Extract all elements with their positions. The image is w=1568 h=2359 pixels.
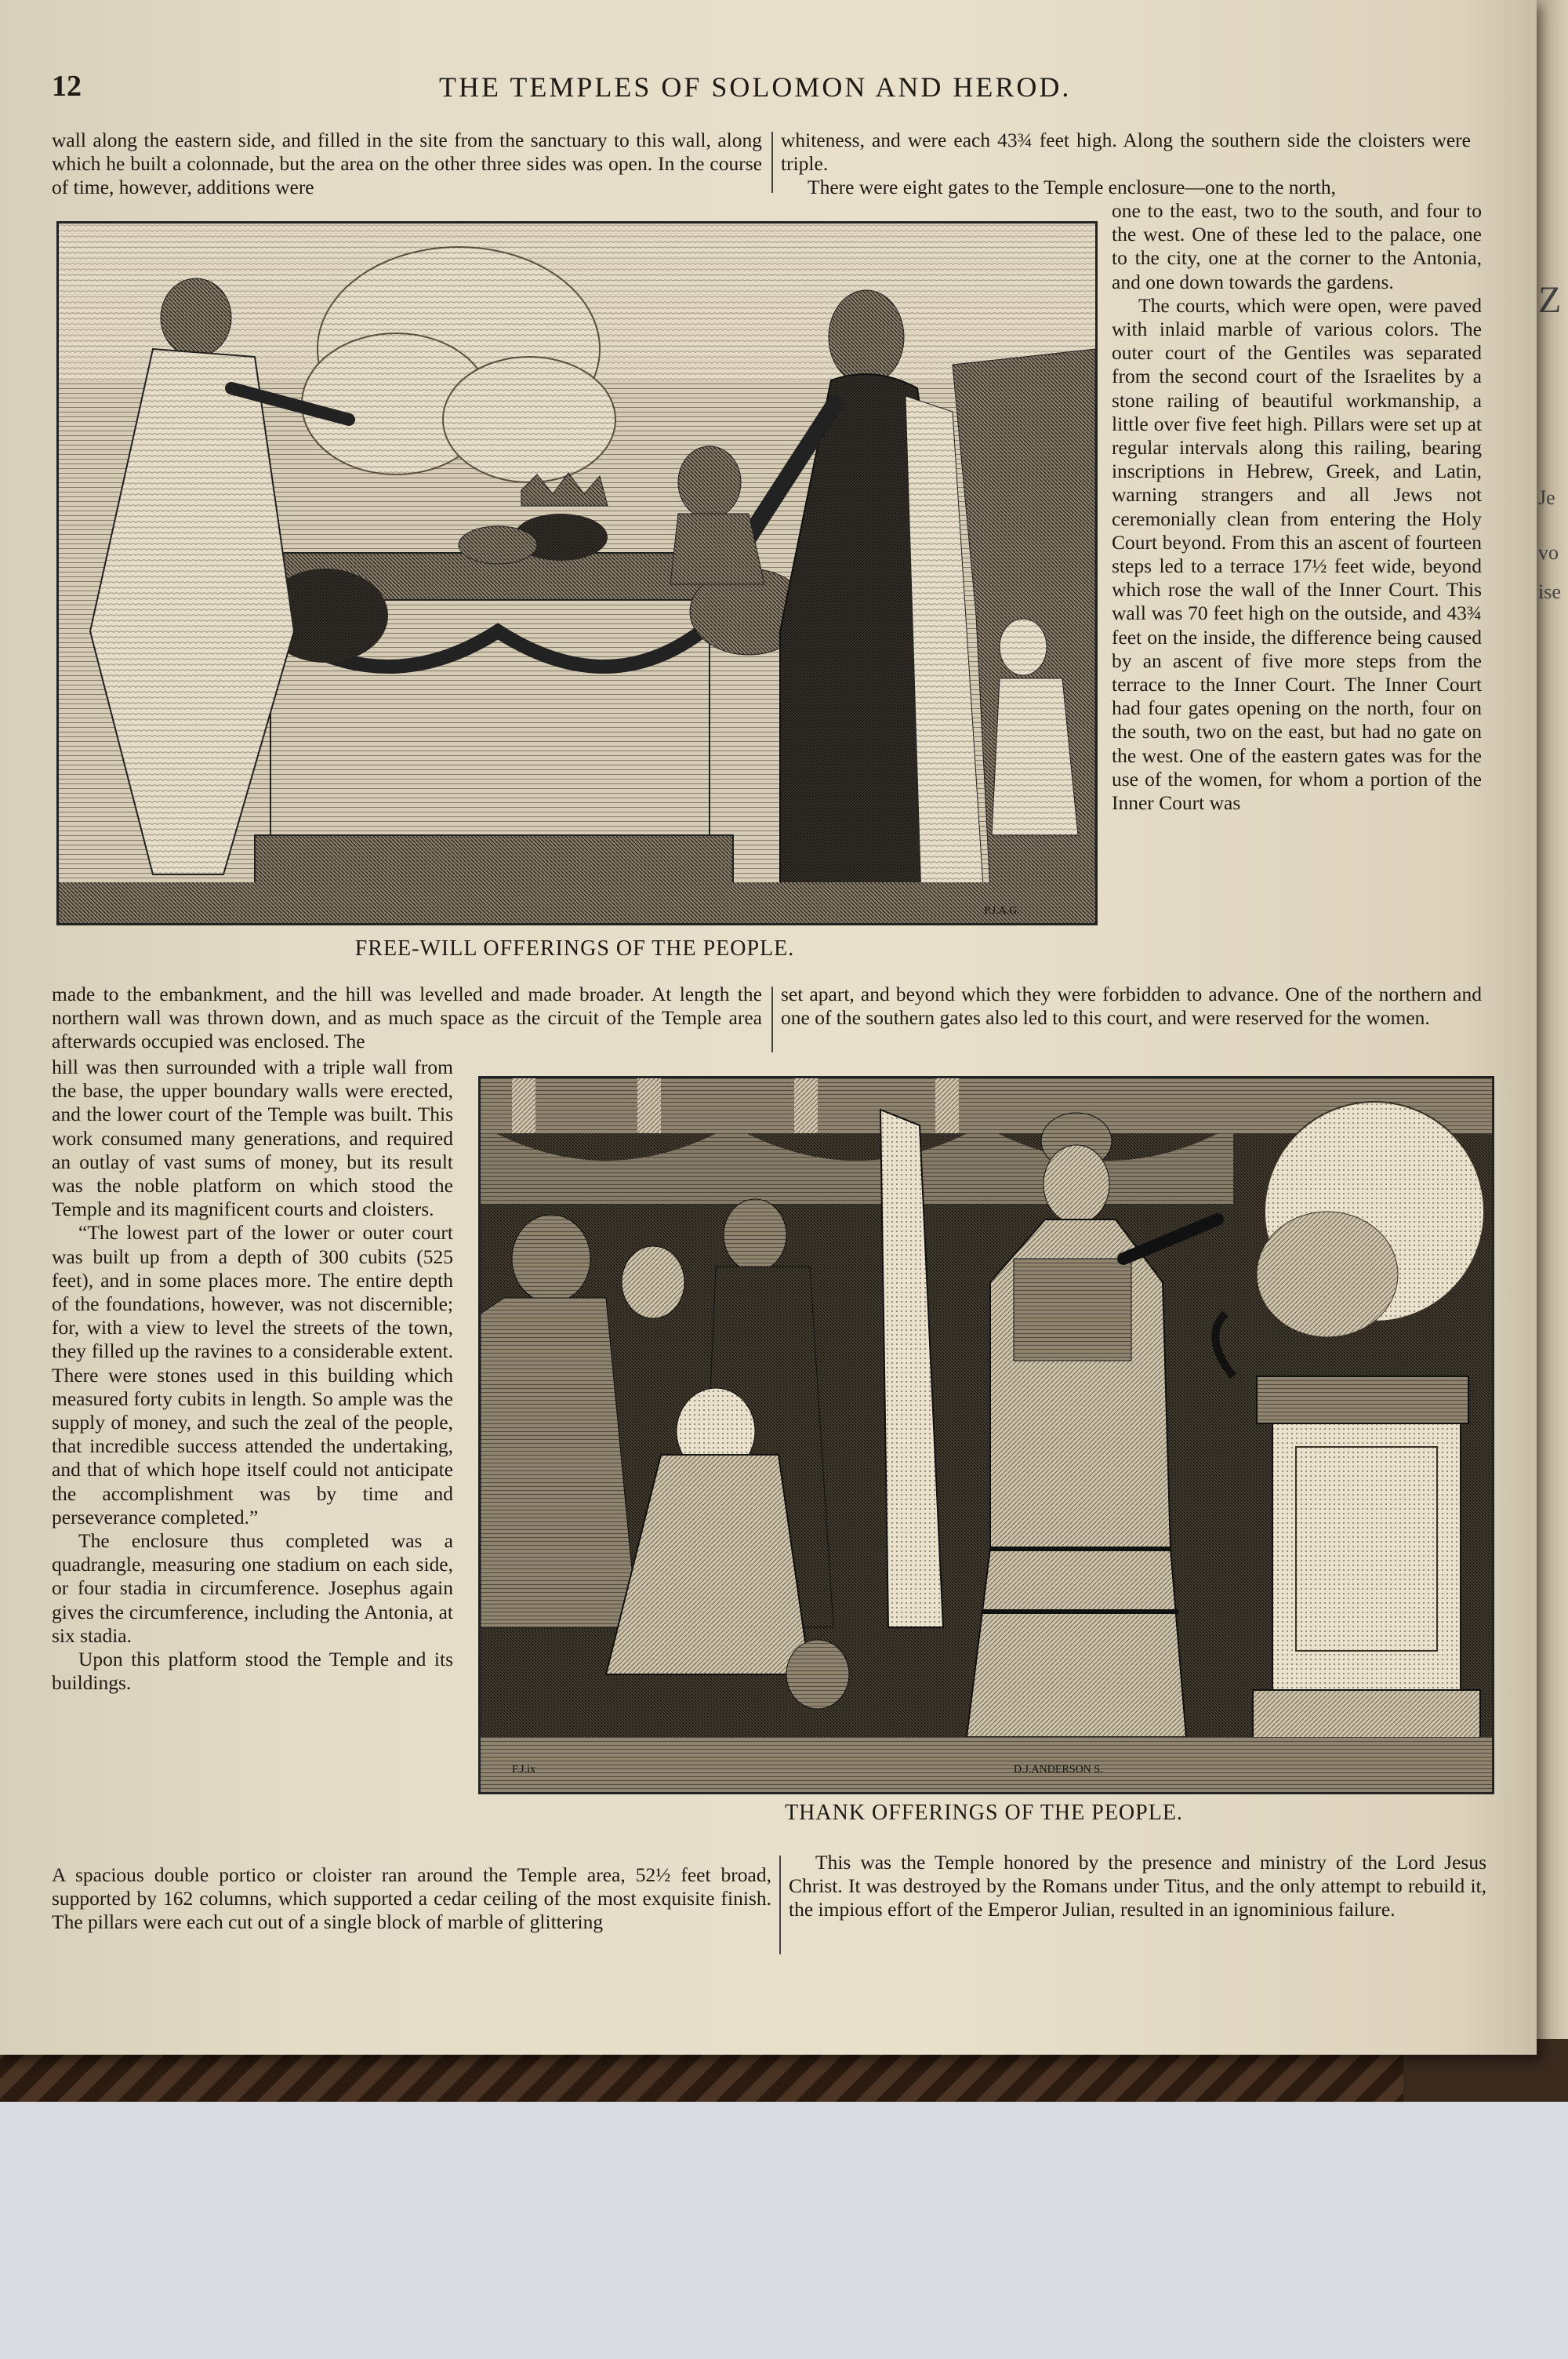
paragraph: This was the Temple honored by the presence and ministry of the Lord Jesus Christ. It was destroyed by the Romans under Titus, and the only attempt to rebuild it, the impious effort of the Emperor Julian, resulted in an ignominious failure. [789, 1851, 1486, 1921]
facing-page-fragment: Je [1538, 486, 1555, 509]
paragraph: whiteness, and were each 43¾ feet high. Along the southern side the cloisters were triple. [781, 129, 1471, 176]
facing-page-fragment: vo [1538, 541, 1559, 564]
text-top-right [781, 129, 1471, 200]
paragraph: The courts, which were open, were paved with inlaid marble of various colors. The outer court of the Gentiles was separated from the second court of the Israelites by a stone railing of beautiful workmanship, a little over five feet high. Pillars were set up at regular intervals along this railing, bearing inscriptions in Hebrew, Greek, and Latin, warning strangers and all Jews not ceremonially clean from entering the Holy Court beyond. From this an ascent of fourteen steps led to a terrace 17½ feet wide, beyond which rose the wall of the Inner Court. This wall was 70 feet high on the outside, and 43¾ feet on the inside, the difference being caused by an ascent of five more steps from the terrace to the Inner Court. The Inner Court had four gates opening on the north, four on the south, two on the east, but had no gate on the west. One of the eastern gates was for the use of the women, for whom a portion of the Inner Court was [1112, 293, 1482, 815]
table-surface [0, 2102, 1568, 2359]
paragraph: one to the east, two to the south, and four to the west. One of these led to the palace, one to the city, one at the corner to the Antonia, and one down towards the gardens. [1112, 199, 1482, 293]
illustration-thank-offerings [478, 1076, 1494, 1794]
paragraph: The enclosure thus completed was a quadrangle, measuring one stadium on each side, or four stadia in circumference. Josephus again gives the circumference, including the Antonia, at six stadia. [52, 1529, 453, 1647]
engraver-signature: F.J.ix [512, 1764, 536, 1776]
engraver-signature: P.J.A.G. [984, 905, 1020, 917]
paragraph: A spacious double portico or cloister ran around the Temple area, 52½ feet broad, supported by 162 columns, which supported a cedar ceiling of the most exquisite finish. The pillars were each cut out of a single block of marble of glittering [52, 1863, 771, 1934]
illustration-free-will-offerings [56, 221, 1098, 925]
text-right-column [1112, 199, 1482, 815]
paragraph: set apart, and beyond which they were forbidden to advance. One of the northern and one of the southern gates also led to this court, and were reserved for the women. [781, 983, 1482, 1030]
facing-page-fragment: ise [1538, 580, 1561, 603]
column-rule [771, 987, 773, 1052]
engraving-thank-offerings [481, 1078, 1492, 1792]
paragraph: There were eight gates to the Temple enclosure—one to the north, [808, 176, 1336, 199]
text-middle-left [52, 983, 762, 1054]
column-rule [779, 1856, 781, 1954]
paragraph: “The lowest part of the lower or outer court was built up from a depth of 300 cubits (525 feet), and in some places more. The entire depth of the foundations, however, was not discernible; for, with a view to level the streets of the town, they filled up the ravines to a considerable extent. There were stones used in this building which measured forty cubits in length. So ample was the supply of money, and such the zeal of the people, that incredible success attended the undertaking, and that of which hope itself could not anticipate the accomplishment was by time and perseverance completed.” [52, 1221, 453, 1528]
paragraph: hill was then surrounded with a triple wall from the base, the upper boundary walls were erected, and the lower court of the Temple was built. This work consumed many generations, and required an outlay of vast sums of money, but its result was the noble platform on which stood the Temple and its magnificent courts and cloisters. [52, 1056, 453, 1221]
facing-page-fragment: Z [1538, 279, 1562, 321]
column-rule [771, 132, 773, 193]
running-title: THE TEMPLES OF SOLOMON AND HEROD. [439, 71, 1072, 103]
paragraph: Upon this platform stood the Temple and its buildings. [52, 1648, 453, 1695]
text-left-column [52, 1056, 453, 1695]
text-top-left [52, 129, 762, 200]
engraving-free-will-offerings [59, 224, 1095, 923]
text-bottom-left [52, 1863, 771, 1935]
paragraph: made to the embankment, and the hill was levelled and made broader. At length the northern wall was thrown down, and as much space as the circuit of the Temple area afterwards occupied was enclosed. The [52, 983, 762, 1053]
engraver-signature: D.J.ANDERSON S. [1014, 1764, 1103, 1776]
running-head [0, 69, 1537, 108]
text-bottom-right [789, 1851, 1486, 1922]
page-number: 12 [52, 70, 82, 103]
paragraph: wall along the eastern side, and filled in the site from the sanctuary to this wall, along which he built a colonnade, but the area on the other three sides was open. In the course of time, however, additions were [52, 129, 762, 199]
caption-free-will-offerings: FREE-WILL OFFERINGS OF THE PEOPLE. [354, 936, 795, 961]
caption-thank-offerings: THANK OFFERINGS OF THE PEOPLE. [785, 1801, 1183, 1825]
text-middle-right [781, 983, 1482, 1030]
